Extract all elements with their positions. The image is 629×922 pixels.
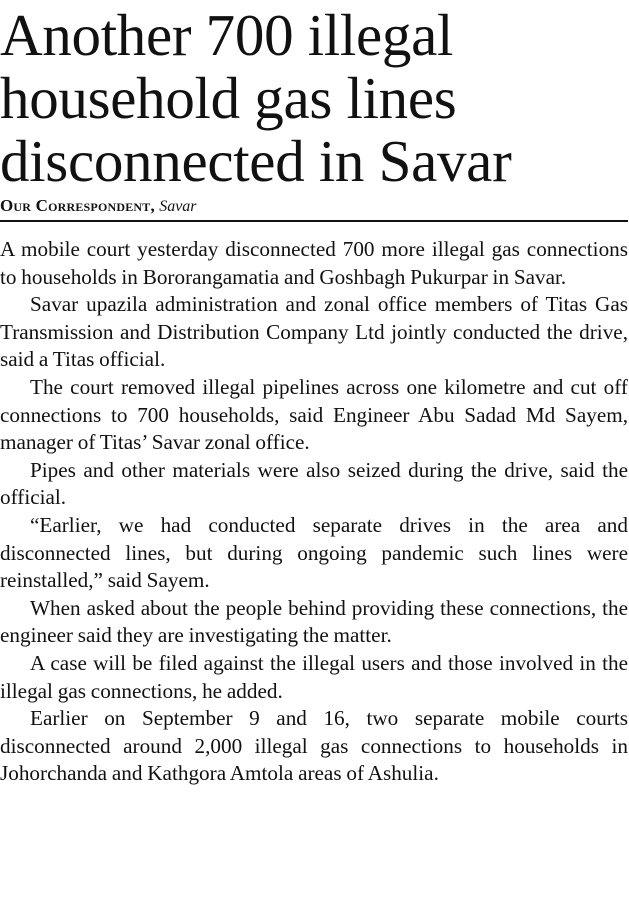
headline [0, 0, 629, 193]
article-paragraph: Earlier on September 9 and 16, two separate mobile courts disconnected around 2,000 illegal gas connections to households in Johorchanda and Kathgora Amtola areas of Ashulia. [0, 706, 628, 786]
article-paragraph: “Earlier, we had conducted separate drives in the area and disconnected lines, but during ongoing pandemic such lines were reinstalled,” said Sayem. [0, 512, 628, 593]
headline-line-3: disconnected in Savar [0, 128, 512, 194]
byline-author: Our Correspondent, [0, 196, 155, 215]
headline-divider [0, 220, 628, 222]
article-body [0, 236, 628, 788]
byline-location: Savar [159, 198, 197, 215]
article-paragraph: Pipes and other materials were also seized during the drive, said the official. [0, 457, 628, 510]
article-paragraph: Savar upazila administration and zonal office members of Titas Gas Transmission and Distribution Company Ltd jointly conducted the drive, said a Titas official. [0, 292, 628, 372]
byline [0, 196, 629, 218]
article-paragraph: The court removed illegal pipelines across one kilometre and cut off connections to 700 households, said Engineer Abu Sadad Md Sayem, manager of Titas’ Savar zonal office. [0, 374, 628, 455]
headline-line-1: Another 700 illegal [0, 2, 454, 68]
article-paragraph: A case will be filed against the illegal users and those involved in the illegal gas connections, he added. [0, 650, 628, 703]
article-paragraph: A mobile court yesterday disconnected 700 more illegal gas connections to households in Bororangamatia and Goshbagh Pukurpar in Savar. [0, 237, 628, 289]
article-paragraph: When asked about the people behind providing these connections, the engineer said they are investigating the matter. [0, 595, 628, 648]
headline-line-2: household gas lines [0, 65, 457, 131]
